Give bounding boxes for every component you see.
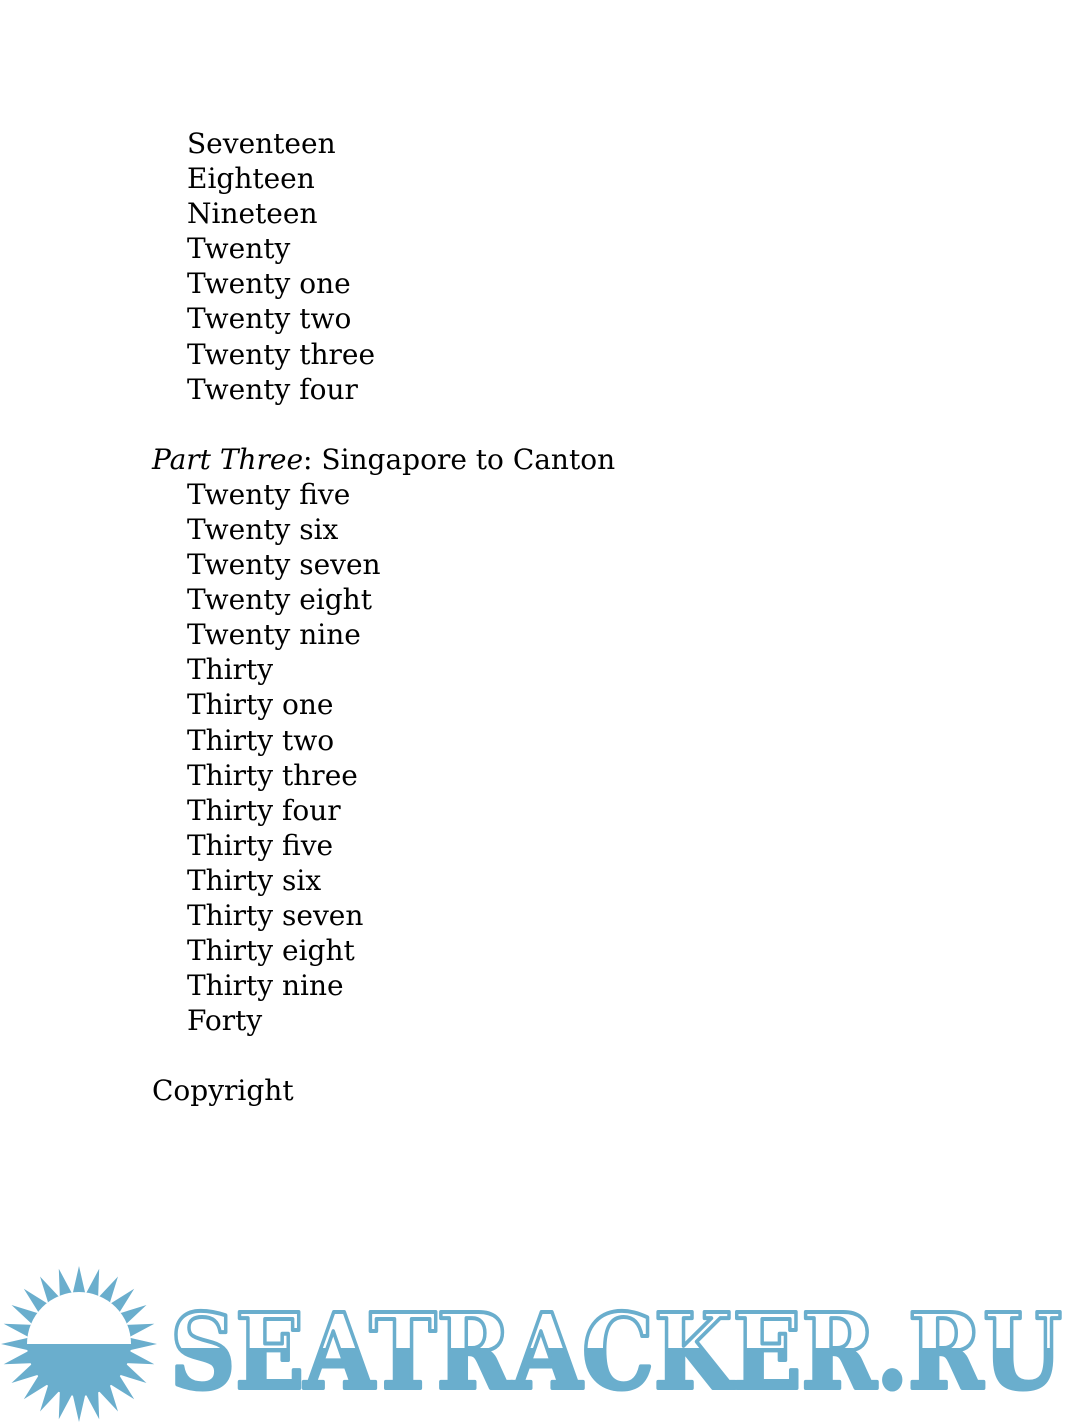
watermark-text: SEATRACKER.RU [170,1290,1062,1413]
chapter-link[interactable]: Thirty four [187,793,341,827]
chapter-link[interactable]: Twenty six [187,512,339,546]
chapter-link[interactable]: Twenty eight [187,583,372,617]
chapter-link[interactable]: Twenty five [187,477,351,511]
chapter-link[interactable]: Twenty seven [187,548,381,582]
part-two-chapter-list [152,126,615,407]
part-three-title: : Singapore to Canton [303,442,616,476]
chapter-link[interactable]: Nineteen [187,197,318,231]
chapter-link[interactable]: Twenty three [187,337,376,371]
chapter-link[interactable]: Thirty six [187,863,322,897]
chapter-link[interactable]: Twenty nine [187,618,361,652]
chapter-link[interactable]: Twenty [187,232,291,266]
chapter-link[interactable]: Thirty seven [187,898,364,932]
sun-icon [1,1266,157,1422]
chapter-link[interactable]: Eighteen [187,162,315,196]
chapter-link[interactable]: Thirty one [187,688,334,722]
table-of-contents [152,126,615,1108]
part-three-chapter-list [152,477,615,1039]
chapter-link[interactable]: Thirty nine [187,969,344,1003]
chapter-link[interactable]: Twenty two [187,302,352,336]
part-three-heading[interactable] [152,442,615,477]
chapter-link[interactable]: Thirty three [187,758,358,792]
part-three-label: Part Three [152,442,304,476]
copyright-link[interactable]: Copyright [152,1074,294,1108]
chapter-link[interactable]: Seventeen [187,127,336,160]
seatracker-watermark-logo [0,1262,1080,1425]
chapter-link[interactable]: Thirty five [187,828,334,862]
chapter-link[interactable]: Twenty four [187,372,358,406]
chapter-link[interactable]: Thirty [187,653,274,687]
chapter-link[interactable]: Forty [187,1004,263,1038]
chapter-link[interactable]: Twenty one [187,267,351,301]
chapter-link[interactable]: Thirty two [187,723,335,757]
chapter-link[interactable]: Thirty eight [187,934,355,968]
